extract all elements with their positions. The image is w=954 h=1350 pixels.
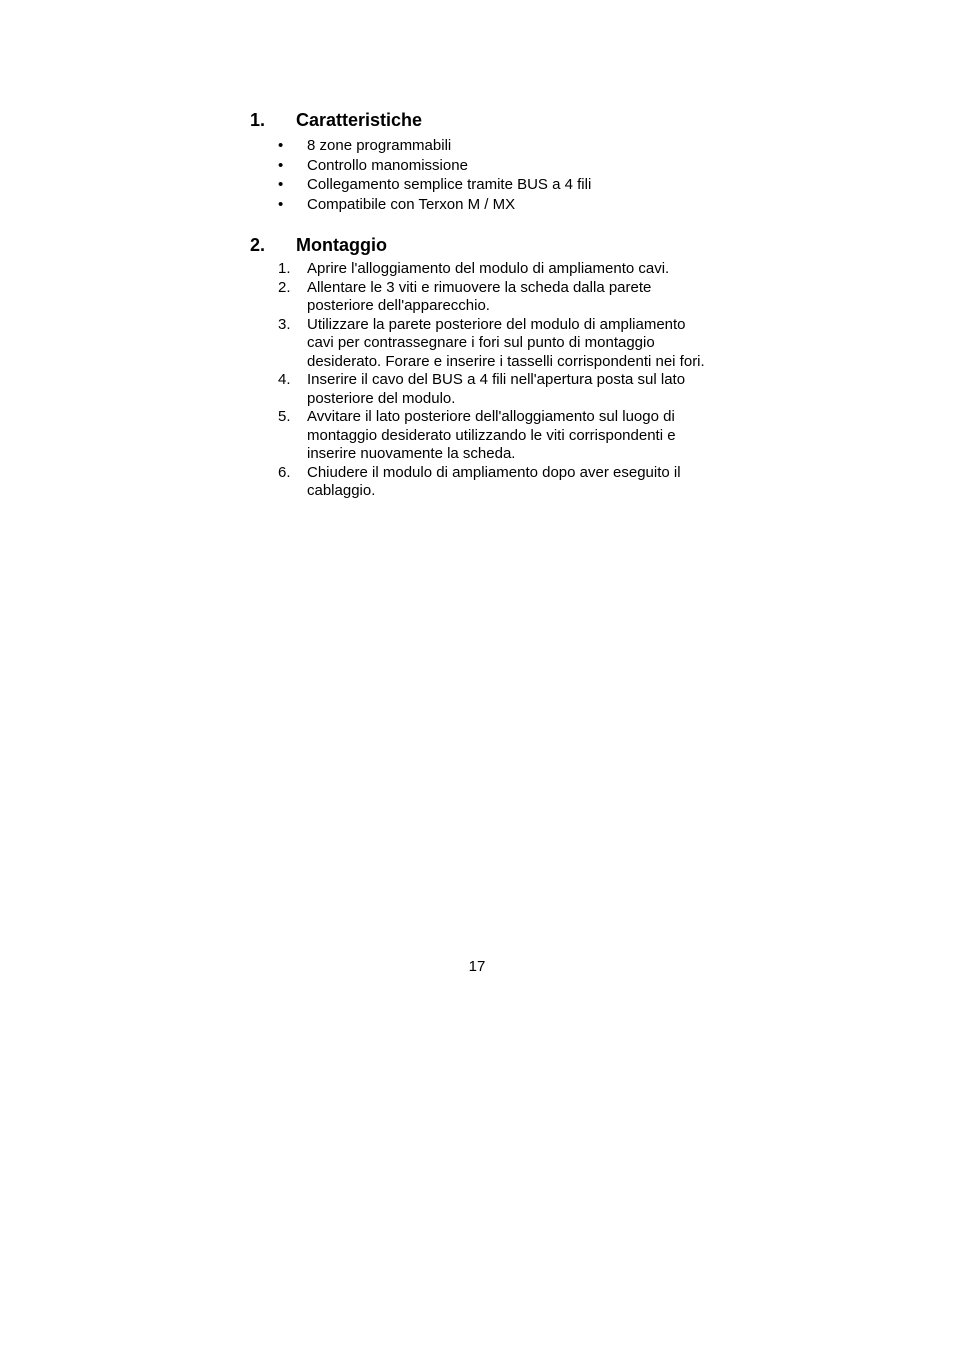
list-item xyxy=(250,176,710,195)
step-text: Utilizzare la parete posteriore del modulo di ampliamento cavi per contrassegnare i fori sul punto di montaggio desiderato. Forare e inserire i tasselli corrispondenti nei fori. xyxy=(307,315,705,370)
step-number: 6. xyxy=(278,463,291,481)
list-item xyxy=(250,137,710,156)
list-item xyxy=(250,260,710,279)
list-item xyxy=(250,464,710,501)
step-text: Inserire il cavo del BUS a 4 fili nell'apertura posta sul lato posteriore del modulo. xyxy=(307,371,686,407)
page-number: 17 xyxy=(468,958,486,975)
step-text: Aprire l'alloggiamento del modulo di ampliamento cavi. xyxy=(307,260,670,277)
section-number: 1. xyxy=(250,110,266,130)
mounting-steps-list xyxy=(250,260,710,501)
bullet-marker: • xyxy=(278,176,284,194)
section-heading xyxy=(250,234,710,256)
step-number: 3. xyxy=(278,315,291,333)
list-item-text: Compatibile con Terxon M / MX xyxy=(307,196,516,214)
step-number: 4. xyxy=(278,371,291,388)
step-text: Chiudere il modulo di ampliamento dopo aver eseguito il cablaggio. xyxy=(307,463,681,499)
bullet-marker: • xyxy=(278,196,284,214)
list-item xyxy=(250,371,710,408)
list-item xyxy=(250,408,710,464)
step-text: Avvitare il lato posteriore dell'alloggiamento sul luogo di montaggio desiderato utilizzando le viti corrispondenti e inserire nuovamente la scheda. xyxy=(307,408,676,462)
section-caratteristiche xyxy=(250,109,710,216)
features-list xyxy=(250,137,710,215)
list-item xyxy=(250,157,710,176)
list-item-text: Collegamento semplice tramite BUS a 4 fili xyxy=(307,176,592,194)
section-number: 2. xyxy=(250,235,266,255)
step-number: 1. xyxy=(278,260,291,277)
section-montaggio xyxy=(250,234,710,501)
list-item xyxy=(250,196,710,215)
bullet-marker: • xyxy=(278,156,284,174)
section-title: Montaggio xyxy=(296,235,387,255)
list-item-text: Controllo manomissione xyxy=(307,156,468,174)
list-item xyxy=(250,316,710,372)
list-item xyxy=(250,279,710,316)
step-number: 2. xyxy=(278,278,291,296)
step-text: Allentare le 3 viti e rimuovere la scheda dalla parete posteriore dell'apparecchio. xyxy=(307,278,652,314)
list-item-text: 8 zone programmabili xyxy=(307,137,452,154)
bullet-marker: • xyxy=(278,137,284,154)
section-heading xyxy=(250,109,710,131)
section-title: Caratteristiche xyxy=(296,110,423,130)
step-number: 5. xyxy=(278,408,291,425)
